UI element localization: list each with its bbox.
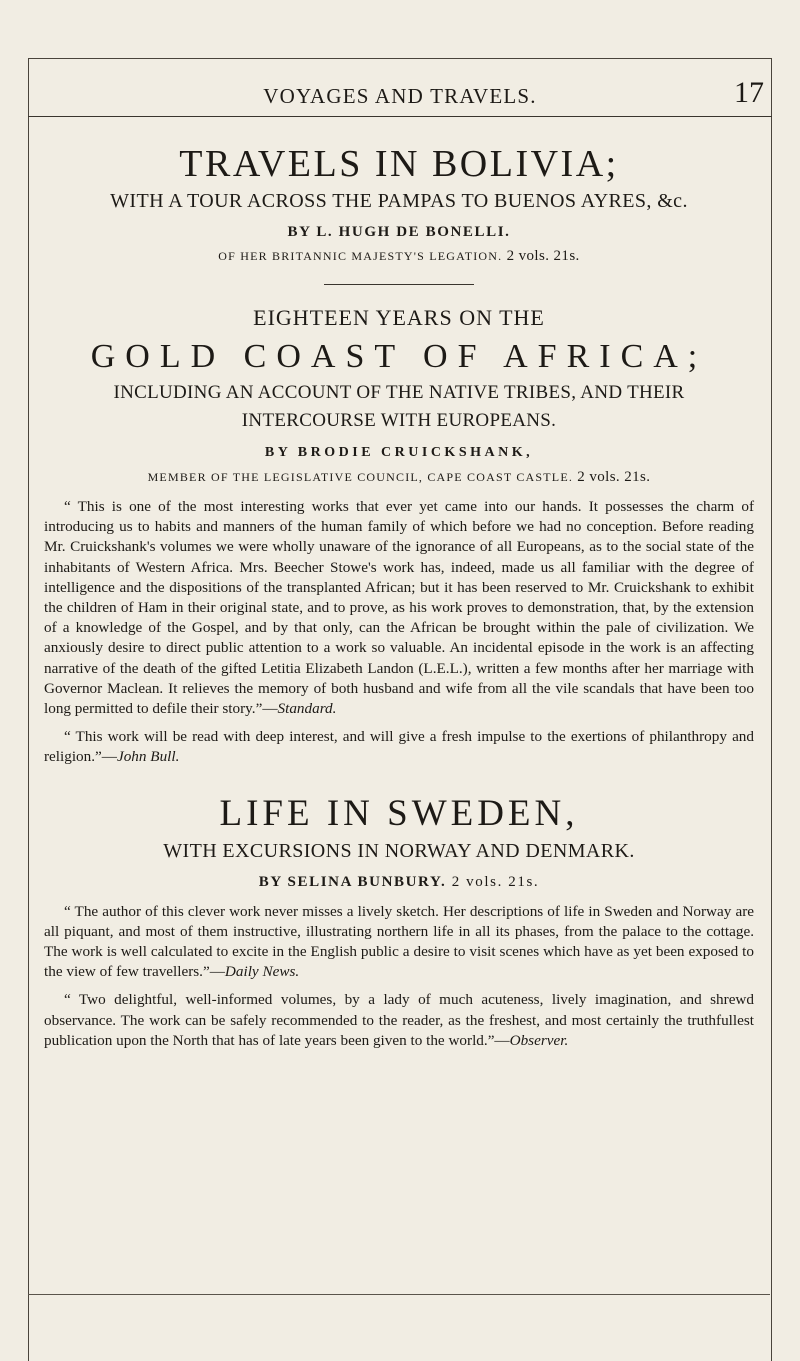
book-price: 2 vols. 21s. [577,469,651,485]
author-affiliation [44,465,754,489]
book-life-in-sweden [44,792,754,894]
review-source: John Bull. [116,748,180,766]
review-paragraph [44,497,754,719]
running-title: VOYAGES AND TRAVELS. [263,84,537,108]
author-affiliation [44,244,754,268]
review-text: “ Two delightful, well-informed volumes, by a lady of much acuteness, lively imagination, and shrewd observance. The work can be safely recommended to the reader, as the freshest, and most certainly the truthfullest publication upon the North that has of late years been given to the world.”— [44,991,754,1049]
book-author: BY L. HUGH DE BONELLI. [287,224,511,240]
review-text: “ This work will be read with deep interest, and will give a fresh impulse to the exertions of philanthropy and religion.”— [44,728,754,766]
review-text: “ This is one of the most interesting works that ever yet came into our hands. It possesses the charm of introducing us to habits and manners of the human family of which before we had no conception. Before reading Mr. Cruickshank's volumes we were wholly unaware of the ignorance of all Europeans, as to the social state of the inhabitants of Western Africa. Mrs. Beecher Stowe's work has, indeed, made us all familiar with the degree of intelligence and the dispositions of the transplanted African; but it has been reserved to Mr. Cruickshank to exhibit the children of Ham in their original state, and to prove, as his work proves to demonstration, that, by the extension of a knowledge of the Gospel, and by that only, can the African be brought within the pale of civilization. We anxiously desire to direct public attention to a work so valuable. An incidental episode in the work is an affecting narrative of the death of the gifted Letitia Elizabeth Landon (L.E.L.), written a few months after her marriage with Governor Maclean. It relieves the memory of both husband and wife from all the vile scandals that have been too long permitted to defile their story.”— [44,498,754,718]
book-travels-in-bolivia [44,142,754,268]
book-author: BY BRODIE CRUICKSHANK, [264,445,534,460]
review-source: Standard. [277,700,337,718]
review-paragraph [44,902,754,983]
affiliation-text: OF HER BRITANNIC MAJESTY'S LEGATION. [218,249,503,263]
book-price: 2 vols. 21s. [506,248,580,264]
book-subtitle-line1: INCLUDING AN ACCOUNT OF THE NATIVE TRIBES, AND THEIR [113,382,685,403]
book-title: TRAVELS IN BOLIVIA; [179,143,619,185]
review-source: Daily News. [224,963,300,981]
page-content [44,128,754,1051]
running-head [28,72,772,117]
affiliation-text: MEMBER OF THE LEGISLATIVE COUNCIL, CAPE COAST CASTLE. [147,470,574,484]
book-author: BY SELINA BUNBURY. [258,873,447,890]
bottom-rule [28,1294,770,1295]
book-price: 2 vols. 21s. [451,873,540,890]
review-paragraph [44,727,754,767]
review-paragraph [44,990,754,1051]
page-number: 17 [734,76,764,109]
book-subtitle: WITH A TOUR ACROSS THE PAMPAS TO BUENOS AYRES, &c. [110,190,688,212]
section-divider [324,284,474,285]
book-subtitle: WITH EXCURSIONS IN NORWAY AND DENMARK. [163,839,635,862]
book-title-line1: EIGHTEEN YEARS ON THE [253,305,545,330]
review-text: “ The author of this clever work never misses a lively sketch. Her descriptions of life in Sweden and Norway are all piquant, and most of them instructive, illustrating northern life in all its phases, from the palace to the cottage. The work is well calculated to excite in the English public a desire to visit scenes which have as yet been exposed to the view of few travellers.”— [44,902,754,981]
book-author-line [44,870,754,894]
book-subtitle-line2: INTERCOURSE WITH EUROPEANS. [241,410,557,431]
book-gold-coast-of-africa [44,301,754,489]
book-title-line2: GOLD COAST OF AFRICA; [90,338,708,375]
book-title: LIFE IN SWEDEN, [219,792,579,834]
review-source: Observer. [509,1031,569,1049]
